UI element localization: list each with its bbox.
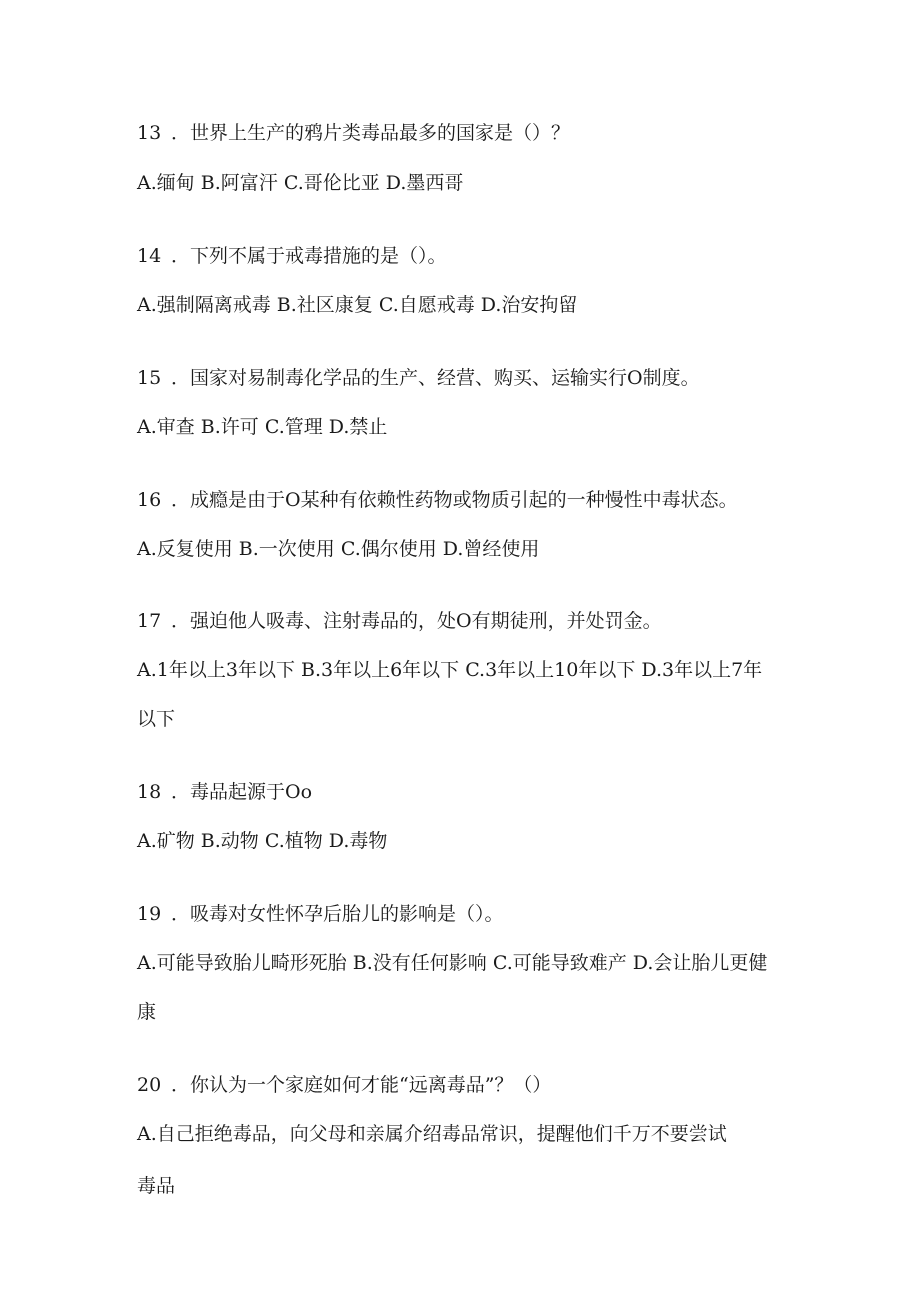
question-20-stem — [137, 1073, 551, 1097]
question-17-stem — [137, 609, 662, 633]
question-20-options-cont: 毒品 — [137, 1175, 176, 1197]
question-text: ．成瘾是由于O某种有依赖性药物或物质引起的一种慢性中毒状态。 — [171, 489, 738, 511]
question-number: 14 — [137, 245, 162, 267]
question-17-options-cont: 以下 — [137, 708, 176, 730]
question-number: 19 — [137, 903, 162, 925]
question-text: ．强迫他人吸毒、注射毒品的，处O有期徒刑，并处罚金。 — [171, 610, 662, 632]
question-13-options: A.缅甸 B.阿富汗 C.哥伦比亚 D.墨西哥 — [137, 172, 464, 194]
question-number: 18 — [137, 781, 162, 803]
question-text: ．你认为一个家庭如何才能“远离毒品”？（） — [171, 1074, 552, 1096]
question-19-stem — [137, 902, 504, 926]
question-19-options-cont: 康 — [137, 1001, 157, 1023]
question-14-options: A.强制隔离戒毒 B.社区康复 C.自愿戒毒 D.治安拘留 — [137, 294, 578, 316]
question-text: ．下列不属于戒毒措施的是（）。 — [171, 245, 447, 267]
question-text: ．毒品起源于Oo — [171, 781, 313, 803]
question-text: ．国家对易制毒化学品的生产、经营、购买、运输实行O制度。 — [171, 367, 700, 389]
question-13-stem — [137, 121, 570, 145]
question-20-options: A.自己拒绝毒品，向父母和亲属介绍毒品常识，提醒他们千万不要尝试 — [137, 1123, 727, 1145]
question-number: 13 — [137, 122, 162, 144]
question-text: ．世界上生产的鸦片类毒品最多的国家是（）？ — [171, 122, 571, 144]
question-number: 20 — [137, 1074, 162, 1096]
question-17-options: A.1年以上3年以下 B.3年以上6年以下 C.3年以上10年以下 D.3年以上7年 — [137, 659, 763, 681]
question-19-options: A.可能导致胎儿畸形死胎 B.没有任何影响 C.可能导致难产 D.会让胎儿更健 — [137, 952, 768, 974]
question-18-options: A.矿物 B.动物 C.植物 D.毒物 — [137, 830, 388, 852]
question-15-options: A.审查 B.许可 C.管理 D.禁止 — [137, 416, 388, 438]
question-14-stem — [137, 244, 447, 268]
question-number: 16 — [137, 489, 162, 511]
question-15-stem — [137, 366, 700, 390]
question-18-stem — [137, 780, 312, 804]
question-16-options: A.反复使用 B.一次使用 C.偶尔使用 D.曾经使用 — [137, 538, 540, 560]
question-16-stem — [137, 488, 738, 512]
question-number: 17 — [137, 610, 162, 632]
question-number: 15 — [137, 367, 162, 389]
question-text: ．吸毒对女性怀孕后胎儿的影响是（）。 — [171, 903, 504, 925]
